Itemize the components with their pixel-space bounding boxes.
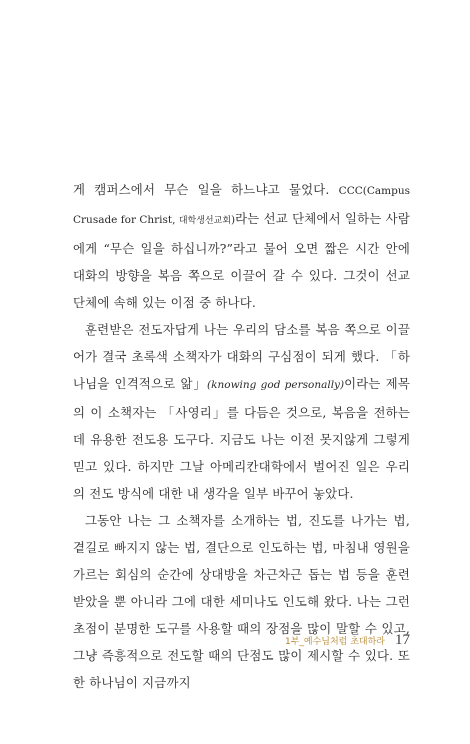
paragraph-2: [73, 316, 410, 507]
paragraph-2-text-rest: 이라는 제목의 이 소책자는 「사영리」를 다듬은 것으로, 복음을 전하는 데 유용한 전도용 도구다. 지금도 나는 이전 못지않게 그렇게 믿고 있다. 하지만 그날 아메리칸대학에서 벌어진 일은 우리의 전도 방식에 대한 내 생각을 일부 바꾸어 놓았다.: [73, 376, 410, 501]
ccc-close-paren: ): [231, 214, 236, 226]
paragraph-3: 그동안 나는 그 소책자를 소개하는 법, 진도를 나가는 법, 곁길로 빠지지 않는 법, 결단으로 인도하는 법, 마침내 영원을 가르는 회심의 순간에 상대방을 차근차근 돕는 법 등을 훈련받았을 뿐 아니라 그에 대한 세미나도 인도해 왔다. 나는 그런 초점이 분명한 도구를 사용할 때의 장점을 많이 말할 수 있고, 그냥 즉흥적으로 전도할 때의 단점도 많이 제시할 수 있다. 또한 하나님이 지금까지: [73, 513, 410, 690]
body-text: [73, 176, 410, 696]
booklet-english-title: (knowing god personally): [207, 379, 345, 391]
ccc-korean-name: 대학생선교회: [178, 216, 232, 226]
page-footer: [285, 632, 410, 649]
paragraph-2-text: 훈련받은 전도자답게 나는 우리의 담소를 복음 쪽으로 이끌어가 결국 초록색 소책자가 대화의 구심점이 되게 했다. 「하나님을 인격적으로 앎」: [73, 322, 410, 391]
paragraph-1: [73, 176, 410, 316]
paragraph-1-text-rest: 라는 선교 단체에서 일하는 사람에게 “무슨 일을 하십니까?”라고 물어 오면 짧은 시간 안에 대화의 방향을 복음 쪽으로 이끌어 갈 수 있다. 그것이 선교 단체에 속해 있는 이점 중 하나다.: [73, 211, 410, 310]
paragraph-1-text: 게 캠퍼스에서 무슨 일을 하느냐고 물었다.: [73, 182, 339, 197]
running-footer-title: 1부_예수님처럼 초대하라: [284, 637, 385, 647]
page-number: 17: [395, 632, 410, 648]
ccc-english-name: CCC(Campus Crusade for Christ,: [73, 185, 410, 226]
